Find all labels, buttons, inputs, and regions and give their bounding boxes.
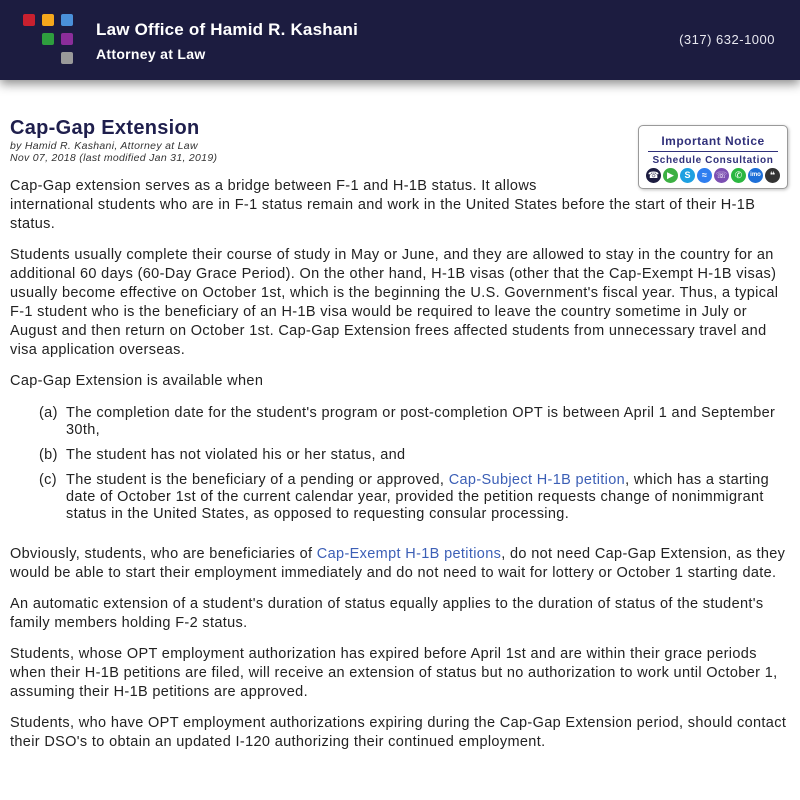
paragraph-4-after: , do not need Cap-Gap Extension, as they would be able to start their employment immediately and do not need to wait for lottery or October 1 starting date. (10, 546, 786, 581)
header-phone[interactable]: (317) 632-1000 (679, 32, 775, 47)
article-date: Nov 07, 2018 (last modified Jan 31, 2019) (10, 152, 218, 164)
logo-square-purple (61, 33, 73, 45)
list-item (39, 405, 787, 439)
list-item (39, 472, 787, 523)
paragraph-4 (10, 545, 788, 583)
firm-name[interactable]: Law Office of Hamid R. Kashani (96, 20, 358, 39)
whatsapp-icon[interactable]: ✆ (731, 168, 746, 183)
article (10, 116, 788, 752)
article-author: by Hamid R. Kashani, Attorney at Law (10, 140, 198, 152)
list-item-text: The student has not violated his or her status, and (66, 447, 406, 463)
logo-square-green (42, 33, 54, 45)
messenger-icon[interactable]: ≈ (697, 168, 712, 183)
paragraph-1-line-1: Cap-Gap extension serves as a bridge between F-1 and H-1B status. It allows (10, 178, 537, 194)
list-item-text: The completion date for the student's program or post-completion OPT is between April 1 and September 30th, (66, 405, 776, 438)
logo-square-red (23, 14, 35, 26)
firm-subtitle: Attorney at Law (96, 46, 206, 62)
hangouts-icon[interactable]: ❝ (765, 168, 780, 183)
list-item-text (66, 472, 787, 523)
viber-icon[interactable]: ☏ (714, 168, 729, 183)
paragraph-6: Students, whose OPT employment authorization has expired before April 1st and are within their grace periods when their H-1B petitions are filed, will receive an extension of status but no authorization to work until October 1, assuming their H-1B petitions are approved. (10, 646, 778, 700)
cap-exempt-h1b-link[interactable]: Cap-Exempt H-1B petitions (316, 546, 502, 562)
list-marker: (a) (39, 405, 58, 421)
notice-title[interactable]: Important Notice (661, 134, 765, 148)
phone-icon[interactable]: ☎ (646, 168, 661, 183)
paragraph-5: An automatic extension of a student's duration of status equally applies to the duration of status of the student's family members holding F-2 status. (10, 596, 764, 631)
page-title: Cap-Gap Extension (10, 117, 200, 139)
paragraph-2: Students usually complete their course of study in May or June, and they are allowed to stay in the country for an additional 60 days (60-Day Grace Period). On the other hand, H-1B visas (other that the Cap-Exempt H-1B visas) usually become effective on October 1st, which is the beginning the U.S. Government's fiscal year. Thus, a typical F-1 student who is the beneficiary of an H-1B visa would be required to leave the country sometime in July or August and then return on October 1st. Cap-Gap Extension frees affected students from unnecessary travel and visa application overseas. (10, 247, 779, 358)
firm-title-block (96, 19, 358, 65)
logo-square-blue (61, 14, 73, 26)
notice-subtitle[interactable]: Schedule Consultation (652, 155, 774, 166)
logo-square-orange (42, 14, 54, 26)
firm-logo[interactable] (23, 14, 75, 66)
facetime-icon[interactable]: ▶ (663, 168, 678, 183)
cap-subject-h1b-link[interactable]: Cap-Subject H-1B petition (448, 472, 626, 488)
list-item-text-before: The student is the beneficiary of a pending or approved, (66, 472, 449, 488)
paragraph-1-rest: international students who are in F-1 status remain and work in the United States before the start of their H-1B status. (10, 197, 756, 232)
list-marker: (b) (39, 447, 58, 463)
skype-icon[interactable]: S (680, 168, 695, 183)
list-item-text-after: , which has a starting date of October 1st of the current calendar year, provided the petition requests change of nonimmigrant status in the United States, as opposed to requesting consular processing. (66, 472, 770, 522)
imo-icon[interactable]: imo (748, 168, 763, 183)
list-marker: (c) (39, 472, 57, 488)
list-item (39, 447, 787, 464)
logo-square-gray (61, 52, 73, 64)
site-header (0, 0, 800, 80)
paragraph-3: Cap-Gap Extension is available when (10, 373, 264, 389)
conditions-list (39, 405, 787, 523)
paragraph-7: Students, who have OPT employment authorizations expiring during the Cap-Gap Extension period, should contact their DSO's to obtain an updated I-120 authorizing their continued employment. (10, 715, 787, 750)
paragraph-4-before: Obviously, students, who are beneficiaries of (10, 546, 317, 562)
paragraph-1 (10, 177, 788, 234)
